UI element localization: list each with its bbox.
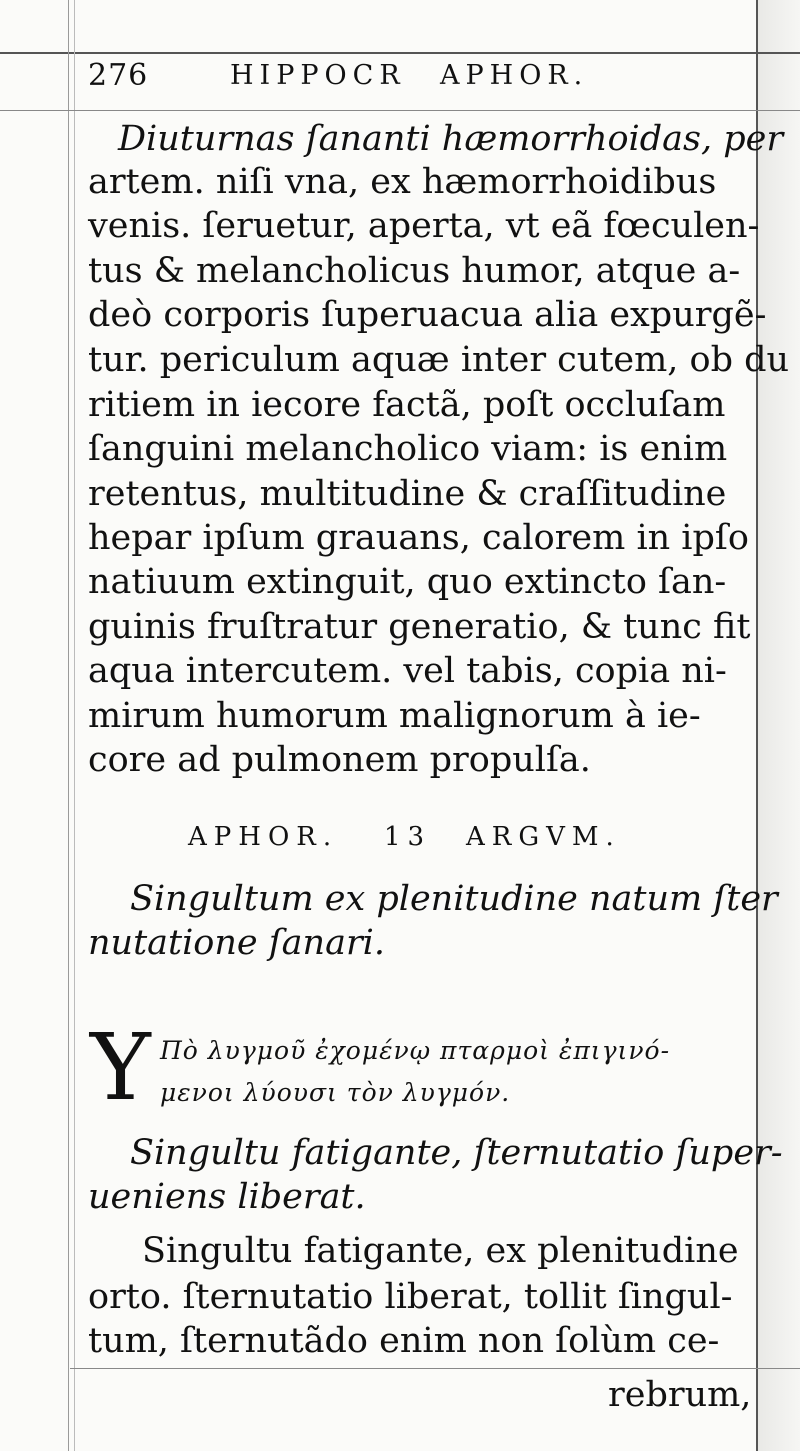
text-line: core ad pulmonem propulſa. xyxy=(88,740,591,780)
greek-line: μενοι λύουσι τὸν λυγμόν. xyxy=(160,1078,511,1107)
header-rule xyxy=(0,110,800,111)
text-line: guinis fruſtratur generatio, & tunc fit xyxy=(88,607,751,647)
text-line: aqua intercutem. vel tabis, copia ni- xyxy=(88,651,727,691)
greek-line: Πὸ λυγμοῦ ἐχομένῳ πταρμοὶ ἐπιγινό- xyxy=(160,1036,671,1065)
text-line: venis. ſeruetur, aperta, vt eã fœculen- xyxy=(88,206,760,246)
argument-line: Singultum ex plenitudine natum ſter xyxy=(130,879,778,919)
text-line: ſanguini melancholico viam: is enim xyxy=(88,429,728,469)
text-line: artem. niſi vna, ex hæmorrhoidibus xyxy=(88,162,717,202)
text-line: Diuturnas ſananti hæmorrhoidas, per xyxy=(118,119,784,159)
text-line: retentus, multitudine & craſſitudine xyxy=(88,474,727,514)
aphorism-heading-argument: ARGVM. xyxy=(466,822,621,852)
bottom-rule xyxy=(70,1368,800,1369)
running-head-title: APHOR. xyxy=(440,60,589,91)
running-header xyxy=(88,52,748,100)
text-line: tur. periculum aquæ inter cutem, ob du xyxy=(88,340,790,380)
aphorism-number: 13 xyxy=(384,822,432,852)
translation-line: Singultu fatigante, ſternutatio ſuper- xyxy=(130,1133,783,1173)
aphorism-heading-label: APHOR. xyxy=(188,822,339,852)
text-line: hepar ipſum grauans, calorem in ipſo xyxy=(88,518,749,558)
left-margin-rule xyxy=(68,0,69,1451)
text-line: tus & melancholicus humor, atque a- xyxy=(88,251,741,291)
left-margin-rule-inner xyxy=(74,0,75,1451)
page-number: 276 xyxy=(88,58,149,93)
argument-line: nutatione ſanari. xyxy=(88,923,386,963)
text-line: mirum humorum malignorum à ie- xyxy=(88,696,701,736)
commentary-line: Singultu fatigante, ex plenitudine xyxy=(142,1231,739,1271)
commentary-line: orto. ſternutatio liberat, tollit ſingul- xyxy=(88,1277,733,1317)
running-head-author: HIPPOCR xyxy=(230,60,406,91)
text-line: deò corporis ſuperuacua alia expurgẽ- xyxy=(88,295,767,335)
greek-drop-capital: Y xyxy=(90,1014,151,1121)
commentary-line: tum, ſternutãdo enim non ſolùm ce- xyxy=(88,1321,720,1361)
page-edge-shadow xyxy=(758,0,800,1451)
text-line: ritiem in iecore factã, poſt occluſam xyxy=(88,385,726,425)
text-line: natiuum extinguit, quo extincto ſan- xyxy=(88,562,727,602)
catchword: rebrum, xyxy=(608,1375,752,1415)
translation-line: ueniens liberat. xyxy=(88,1177,366,1217)
